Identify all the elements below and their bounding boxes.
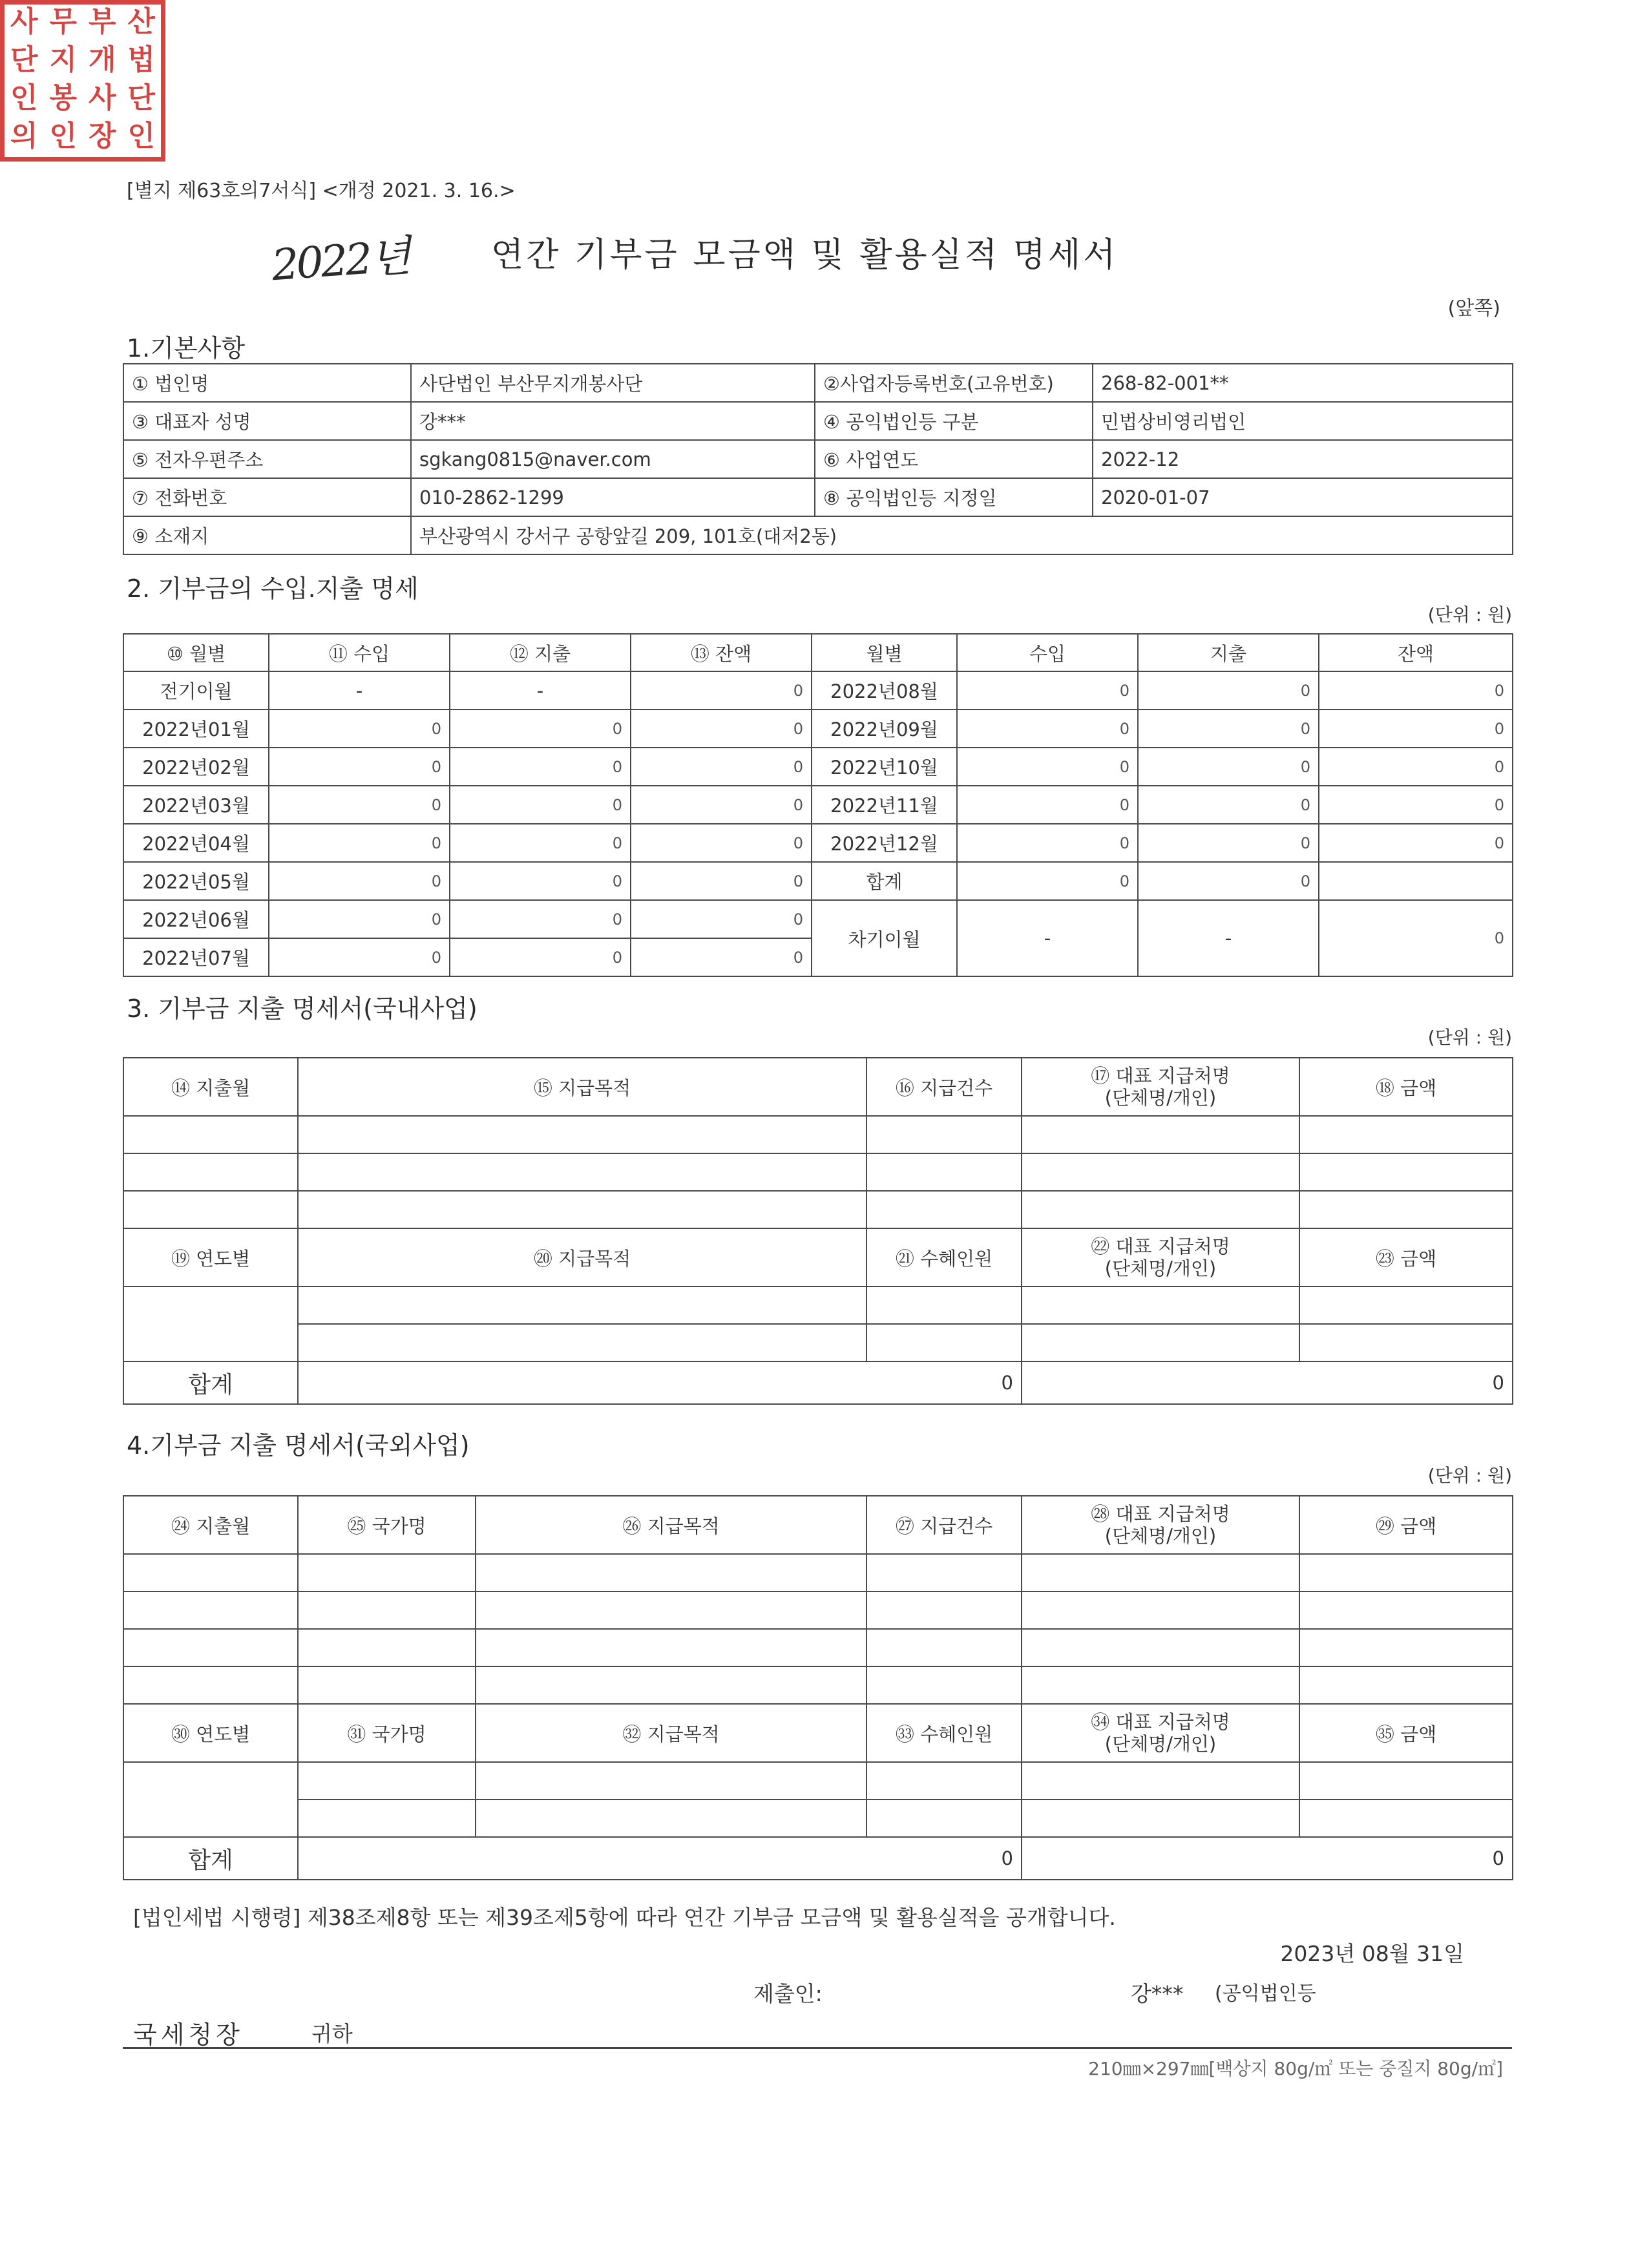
field-label: ③ 대표자 성명	[123, 402, 411, 440]
expense-cell: -	[450, 671, 631, 709]
document-title: 연간 기부금 모금액 및 활용실적 명세서	[491, 236, 1119, 275]
header-line: ㉒ 대표 지급처명	[1091, 1235, 1230, 1257]
seal-char: 산	[127, 5, 155, 38]
balance-cell: 0	[1319, 824, 1513, 862]
table-row	[123, 1800, 1513, 1837]
table-header-row	[123, 1496, 1513, 1554]
seal-char: 장	[88, 120, 116, 152]
seal-char: 의	[10, 120, 38, 152]
table-row	[123, 1591, 1513, 1629]
official-seal	[0, 0, 165, 162]
income-cell: 0	[269, 938, 450, 976]
header-line: ㉘ 대표 지급처명	[1091, 1503, 1230, 1525]
total-row	[123, 1361, 1513, 1404]
footer-divider	[123, 2047, 1512, 2049]
basic-info-row	[123, 440, 1513, 478]
total-label: 합계	[812, 862, 957, 900]
field-value: sgkang0815@naver.com	[411, 440, 815, 478]
field-label: ⑤ 전자우편주소	[123, 440, 411, 478]
balance-cell: 0	[631, 938, 812, 976]
month-cell: 2022년08월	[812, 671, 957, 709]
overseas-expense-table	[123, 1495, 1513, 1880]
column-header: ㉗ 지급건수	[867, 1496, 1022, 1554]
total-label: 합계	[123, 1837, 298, 1880]
seal-char: 인	[49, 120, 77, 152]
table-header-row	[123, 1704, 1513, 1762]
column-header: 수입	[957, 634, 1138, 671]
field-label: ① 법인명	[123, 364, 411, 402]
field-label: ④ 공익법인등 구분	[815, 402, 1093, 440]
balance-cell: 0	[631, 900, 812, 938]
field-label: ⑧ 공익법인등 지정일	[815, 478, 1093, 516]
total-expense-cell: 0	[1138, 862, 1319, 900]
income-cell: 0	[269, 786, 450, 824]
column-header: ⑪ 수입	[269, 634, 450, 671]
income-cell: 0	[957, 671, 1138, 709]
column-header: ㉟ 금액	[1299, 1704, 1513, 1762]
field-value: 2022-12	[1093, 440, 1513, 478]
income-cell: 0	[269, 900, 450, 938]
column-header	[1022, 1228, 1299, 1286]
total-income-cell: 0	[957, 862, 1138, 900]
month-cell: 2022년11월	[812, 786, 957, 824]
unit-label: (단위 : 원)	[1427, 604, 1512, 625]
expense-cell: 0	[450, 862, 631, 900]
submission-date: 2023년 08월 31일	[1280, 1941, 1464, 1966]
balance-cell: 0	[631, 786, 812, 824]
form-number: [별지 제63호의7서식] <개정 2021. 3. 16.>	[127, 180, 516, 202]
seal-char: 인	[127, 120, 155, 152]
seal-char: 사	[88, 81, 116, 114]
column-header: ㉛ 국가명	[298, 1704, 476, 1762]
balance-cell: 0	[631, 748, 812, 786]
field-label: ②사업자등록번호(고유번호)	[815, 364, 1093, 402]
column-header	[1022, 1058, 1299, 1116]
income-cell: 0	[957, 709, 1138, 748]
table-row	[123, 1191, 1513, 1228]
balance-cell: 0	[631, 671, 812, 709]
table-row	[123, 1666, 1513, 1704]
seal-char: 법	[127, 43, 155, 76]
field-value: 사단법인 부산무지개봉사단	[411, 364, 815, 402]
basic-info-table	[123, 363, 1513, 555]
month-cell: 2022년01월	[123, 709, 269, 748]
column-header: ⑮ 지급목적	[298, 1058, 867, 1116]
column-header: 잔액	[1319, 634, 1513, 671]
section4-heading: 4.기부금 지출 명세서(국외사업)	[127, 1431, 470, 1460]
total-count: 0	[298, 1361, 1022, 1404]
total-amount: 0	[1022, 1361, 1513, 1404]
table-row	[123, 1286, 1513, 1324]
expense-cell: 0	[450, 709, 631, 748]
submitter-note: (공익법인등	[1215, 1982, 1316, 2005]
column-header: ㉕ 국가명	[298, 1496, 476, 1554]
header-line: ㉞ 대표 지급처명	[1091, 1711, 1230, 1733]
column-header: 월별	[812, 634, 957, 671]
table-row	[123, 824, 1513, 862]
table-row	[123, 748, 1513, 786]
expense-cell: 0	[1138, 709, 1319, 748]
month-cell: 2022년02월	[123, 748, 269, 786]
balance-cell: 0	[631, 862, 812, 900]
column-header: ㉙ 금액	[1299, 1496, 1513, 1554]
seal-char: 부	[88, 5, 116, 38]
column-header: 지출	[1138, 634, 1319, 671]
carry-forward-label: 차기이월	[812, 900, 957, 976]
handwritten-year: 2022년	[269, 231, 410, 291]
submitter-label: 제출인:	[753, 1981, 823, 2006]
column-header	[1022, 1496, 1299, 1554]
table-header-row	[123, 634, 1513, 671]
section1-heading: 1.기본사항	[127, 334, 246, 362]
location-value: 부산광역시 강서구 공항앞길 209, 101호(대저2동)	[411, 516, 1513, 554]
front-side-label: (앞쪽)	[1447, 297, 1500, 320]
column-header: ㉝ 수혜인원	[867, 1704, 1022, 1762]
income-cell: 0	[269, 709, 450, 748]
income-cell: 0	[957, 786, 1138, 824]
column-header: ㉖ 지급목적	[476, 1496, 867, 1554]
month-cell: 2022년06월	[123, 900, 269, 938]
balance-cell: 0	[1319, 709, 1513, 748]
table-row	[123, 1116, 1513, 1153]
income-cell: 0	[269, 824, 450, 862]
expense-cell: 0	[450, 900, 631, 938]
balance-cell: 0	[1319, 748, 1513, 786]
column-header: ⑫ 지출	[450, 634, 631, 671]
table-row	[123, 1554, 1513, 1591]
expense-cell: 0	[450, 824, 631, 862]
carry-income-cell: -	[957, 900, 1138, 976]
column-header: ㉑ 수혜인원	[867, 1228, 1022, 1286]
total-row	[123, 1837, 1513, 1880]
month-cell: 2022년07월	[123, 938, 269, 976]
table-row	[123, 1762, 1513, 1800]
carry-expense-cell: -	[1138, 900, 1319, 976]
total-balance-cell	[1319, 862, 1513, 900]
field-value: 010-2862-1299	[411, 478, 815, 516]
section2-heading: 2. 기부금의 수입.지출 명세	[127, 574, 419, 603]
field-value: 강***	[411, 402, 815, 440]
balance-cell: 0	[1319, 786, 1513, 824]
submitter-name: 강***	[1131, 1981, 1184, 2006]
location-row	[123, 516, 1513, 554]
expense-cell: 0	[1138, 824, 1319, 862]
total-count: 0	[298, 1837, 1022, 1880]
income-cell: 0	[269, 748, 450, 786]
total-label: 합계	[123, 1361, 298, 1404]
section3-heading: 3. 기부금 지출 명세서(국내사업)	[127, 994, 478, 1023]
column-header: ⑬ 잔액	[631, 634, 812, 671]
income-expense-table	[123, 633, 1513, 977]
month-cell: 2022년05월	[123, 862, 269, 900]
addressee-suffix: 귀하	[311, 2021, 353, 2046]
carry-balance-cell: 0	[1319, 900, 1513, 976]
column-header: ⑯ 지급건수	[867, 1058, 1022, 1116]
table-row	[123, 1153, 1513, 1191]
income-cell: -	[269, 671, 450, 709]
month-cell: 2022년03월	[123, 786, 269, 824]
column-header: ⑱ 금액	[1299, 1058, 1513, 1116]
month-cell: 2022년12월	[812, 824, 957, 862]
field-label: ⑦ 전화번호	[123, 478, 411, 516]
month-cell: 전기이월	[123, 671, 269, 709]
header-line: ⑰ 대표 지급처명	[1091, 1065, 1230, 1087]
seal-char: 단	[10, 43, 38, 76]
table-row	[123, 786, 1513, 824]
balance-cell: 0	[631, 709, 812, 748]
expense-cell: 0	[1138, 671, 1319, 709]
income-cell: 0	[269, 862, 450, 900]
seal-char: 무	[49, 5, 77, 38]
table-row	[123, 900, 1513, 938]
paper-spec: 210㎜×297㎜[백상지 80g/㎡ 또는 중질지 80g/㎡]	[1088, 2058, 1503, 2079]
addressee: 국세청장	[133, 2021, 244, 2049]
column-header: ⑲ 연도별	[123, 1228, 298, 1286]
location-label: ⑨ 소재지	[123, 516, 411, 554]
income-cell: 0	[957, 748, 1138, 786]
seal-char: 단	[127, 81, 155, 114]
column-header: ⑩ 월별	[123, 634, 269, 671]
seal-char: 봉	[49, 81, 77, 114]
table-row	[123, 1324, 1513, 1361]
balance-cell: 0	[1319, 671, 1513, 709]
basic-info-row	[123, 478, 1513, 516]
table-header-row	[123, 1228, 1513, 1286]
column-header	[1022, 1704, 1299, 1762]
header-line: (단체명/개인)	[1104, 1733, 1217, 1755]
expense-cell: 0	[450, 748, 631, 786]
balance-cell: 0	[631, 824, 812, 862]
column-header: ㉔ 지출월	[123, 1496, 298, 1554]
legal-notice: [법인세법 시행령] 제38조제8항 또는 제39조제5항에 따라 연간 기부금 모금액 및 활용실적을 공개합니다.	[133, 1905, 1116, 1930]
domestic-expense-table	[123, 1057, 1513, 1405]
seal-char: 인	[10, 81, 38, 114]
expense-cell: 0	[450, 938, 631, 976]
column-header: ⑭ 지출월	[123, 1058, 298, 1116]
basic-info-row	[123, 402, 1513, 440]
seal-char: 사	[10, 5, 38, 38]
expense-cell: 0	[1138, 786, 1319, 824]
field-value: 268-82-001**	[1093, 364, 1513, 402]
month-cell: 2022년04월	[123, 824, 269, 862]
header-line: (단체명/개인)	[1104, 1257, 1217, 1279]
field-label: ⑥ 사업연도	[815, 440, 1093, 478]
seal-char: 개	[88, 43, 116, 76]
income-cell: 0	[957, 824, 1138, 862]
expense-cell: 0	[1138, 748, 1319, 786]
table-row	[123, 709, 1513, 748]
column-header: ⑳ 지급목적	[298, 1228, 867, 1286]
seal-char: 지	[49, 43, 77, 76]
basic-info-row	[123, 364, 1513, 402]
column-header: ㉓ 금액	[1299, 1228, 1513, 1286]
field-value: 민법상비영리법인	[1093, 402, 1513, 440]
header-line: (단체명/개인)	[1104, 1525, 1217, 1547]
header-line: (단체명/개인)	[1104, 1087, 1217, 1109]
unit-label: (단위 : 원)	[1427, 1465, 1512, 1486]
table-row	[123, 671, 1513, 709]
table-row	[123, 862, 1513, 900]
expense-cell: 0	[450, 786, 631, 824]
table-header-row	[123, 1058, 1513, 1116]
field-value: 2020-01-07	[1093, 478, 1513, 516]
total-amount: 0	[1022, 1837, 1513, 1880]
unit-label: (단위 : 원)	[1427, 1027, 1512, 1048]
month-cell: 2022년09월	[812, 709, 957, 748]
column-header: ㉜ 지급목적	[476, 1704, 867, 1762]
column-header: ㉚ 연도별	[123, 1704, 298, 1762]
month-cell: 2022년10월	[812, 748, 957, 786]
table-row	[123, 1629, 1513, 1666]
